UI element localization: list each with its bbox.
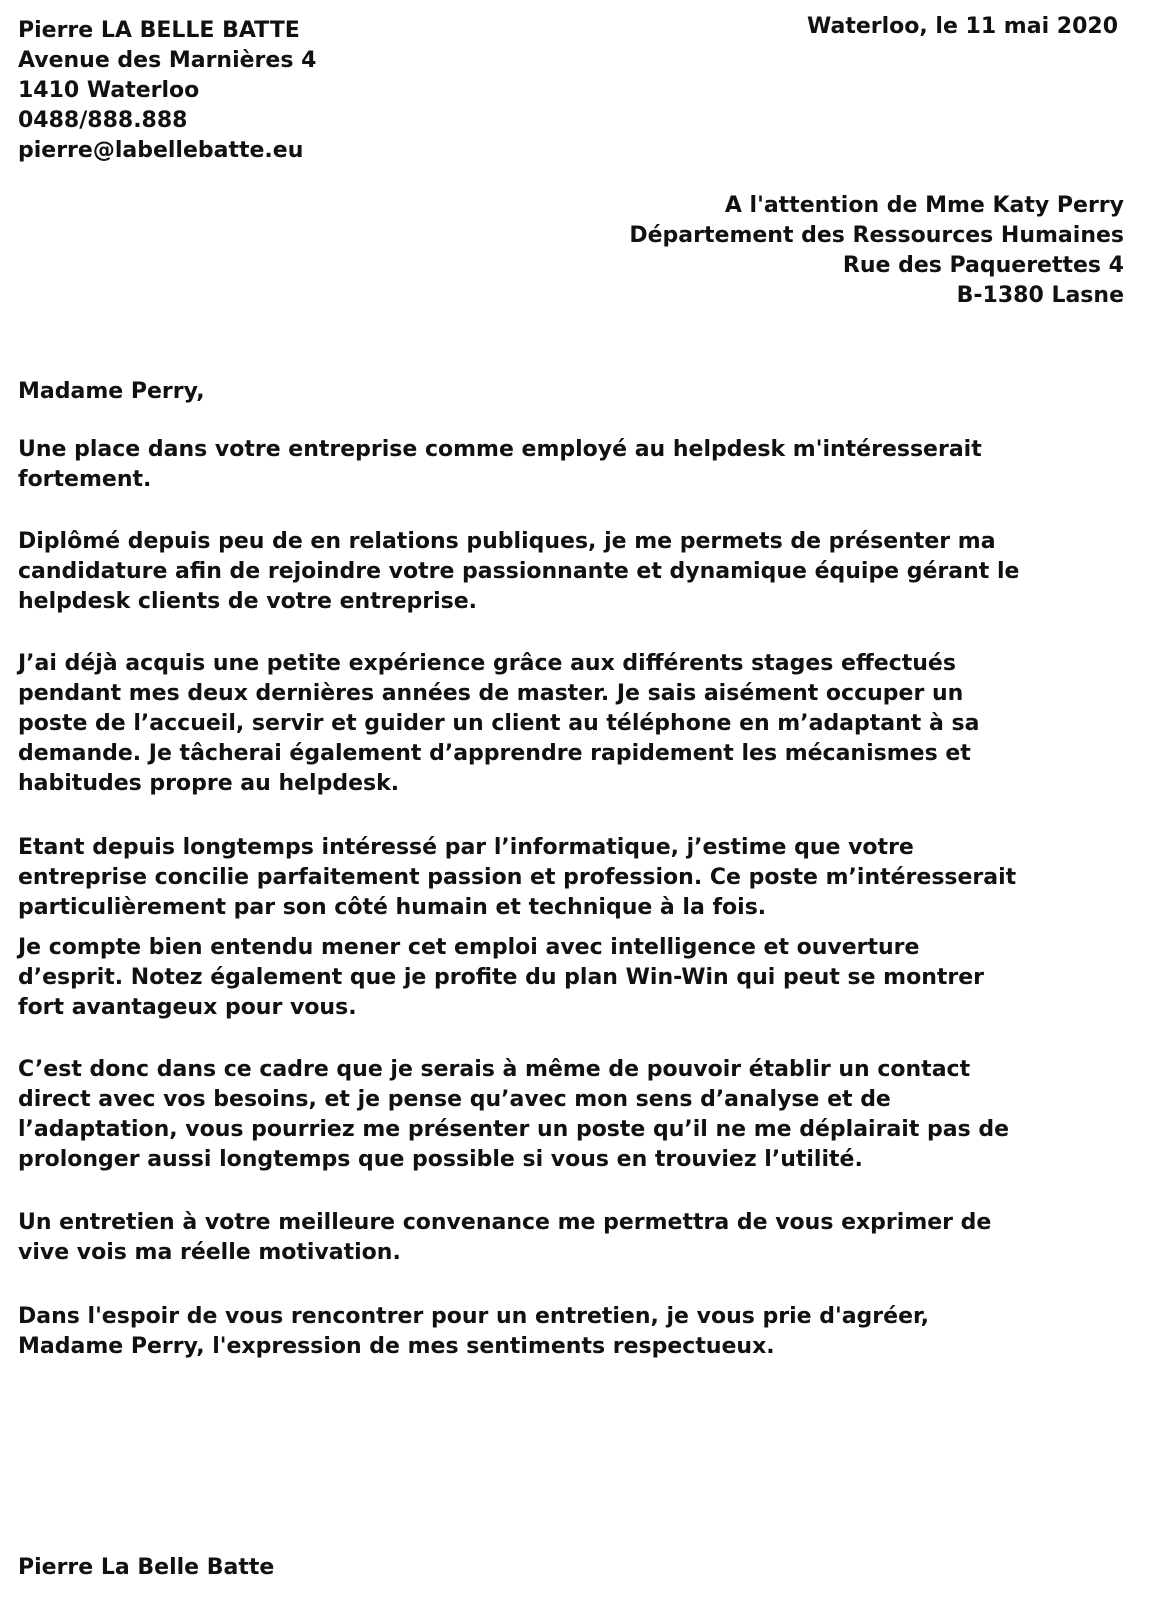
paragraph-it-interest — [18, 833, 1128, 923]
paragraph-closing — [18, 1302, 1128, 1362]
paragraph-line: fortement. — [18, 467, 152, 492]
paragraph-line: l’adaptation, vous pourriez me présenter un poste qu’il ne me déplairait pas de — [18, 1117, 1010, 1142]
paragraph-diploma — [18, 527, 1128, 617]
paragraph-line: poste de l’accueil, servir et guider un client au téléphone en m’adaptant à sa — [18, 711, 980, 736]
sender-name: Pierre LA BELLE BATTE — [18, 18, 300, 43]
paragraph-line: Diplômé depuis peu de en relations publiques, je me permets de présenter ma — [18, 529, 996, 554]
sender-phone: 0488/888.888 — [18, 108, 188, 133]
paragraph-line: entreprise concilie parfaitement passion et profession. Ce poste m’intéresserait — [18, 865, 1017, 890]
recipient-block — [629, 191, 1124, 311]
paragraph-line: Je compte bien entendu mener cet emploi avec intelligence et ouverture — [18, 935, 920, 960]
recipient-city: B-1380 Lasne — [956, 283, 1124, 308]
sender-block — [18, 16, 316, 166]
salutation: Madame Perry, — [18, 379, 205, 404]
signature: Pierre La Belle Batte — [18, 1555, 275, 1580]
paragraph-line: Madame Perry, l'expression de mes sentiments respectueux. — [18, 1334, 775, 1359]
paragraph-interest — [18, 435, 1128, 495]
sender-city: 1410 Waterloo — [18, 78, 200, 103]
paragraph-contact — [18, 1055, 1128, 1175]
paragraph-line: Etant depuis longtemps intéressé par l’informatique, j’estime que votre — [18, 835, 914, 860]
letter-date: Waterloo, le 11 mai 2020 — [807, 14, 1118, 39]
paragraph-line: demande. Je tâcherai également d’apprendre rapidement les mécanismes et — [18, 741, 971, 766]
recipient-attention: A l'attention de Mme Katy Perry — [724, 193, 1124, 218]
paragraph-line: pendant mes deux dernières années de master. Je sais aisément occuper un — [18, 681, 964, 706]
paragraph-interview — [18, 1208, 1128, 1268]
recipient-department: Département des Ressources Humaines — [629, 223, 1124, 248]
paragraph-win-win — [18, 933, 1128, 1023]
paragraph-line: candidature afin de rejoindre votre passionnante et dynamique équipe gérant le — [18, 559, 1020, 584]
paragraph-experience — [18, 649, 1128, 799]
sender-email: pierre@labellebatte.eu — [18, 138, 304, 163]
paragraph-line: fort avantageux pour vous. — [18, 995, 357, 1020]
paragraph-line: vive vois ma réelle motivation. — [18, 1240, 401, 1265]
paragraph-line: d’esprit. Notez également que je profite du plan Win-Win qui peut se montrer — [18, 965, 985, 990]
paragraph-line: Dans l'espoir de vous rencontrer pour un entretien, je vous prie d'agréer, — [18, 1304, 929, 1329]
paragraph-line: direct avec vos besoins, et je pense qu’avec mon sens d’analyse et de — [18, 1087, 891, 1112]
paragraph-line: Un entretien à votre meilleure convenance me permettra de vous exprimer de — [18, 1210, 992, 1235]
paragraph-line: habitudes propre au helpdesk. — [18, 771, 400, 796]
sender-street: Avenue des Marnières 4 — [18, 48, 317, 73]
paragraph-line: J’ai déjà acquis une petite expérience grâce aux différents stages effectués — [18, 651, 956, 676]
paragraph-line: prolonger aussi longtemps que possible si vous en trouviez l’utilité. — [18, 1147, 863, 1172]
recipient-street: Rue des Paquerettes 4 — [842, 253, 1124, 278]
paragraph-line: C’est donc dans ce cadre que je serais à même de pouvoir établir un contact — [18, 1057, 971, 1082]
paragraph-line: Une place dans votre entreprise comme employé au helpdesk m'intéresserait — [18, 437, 982, 462]
paragraph-line: particulièrement par son côté humain et technique à la fois. — [18, 895, 767, 920]
paragraph-line: helpdesk clients de votre entreprise. — [18, 589, 478, 614]
